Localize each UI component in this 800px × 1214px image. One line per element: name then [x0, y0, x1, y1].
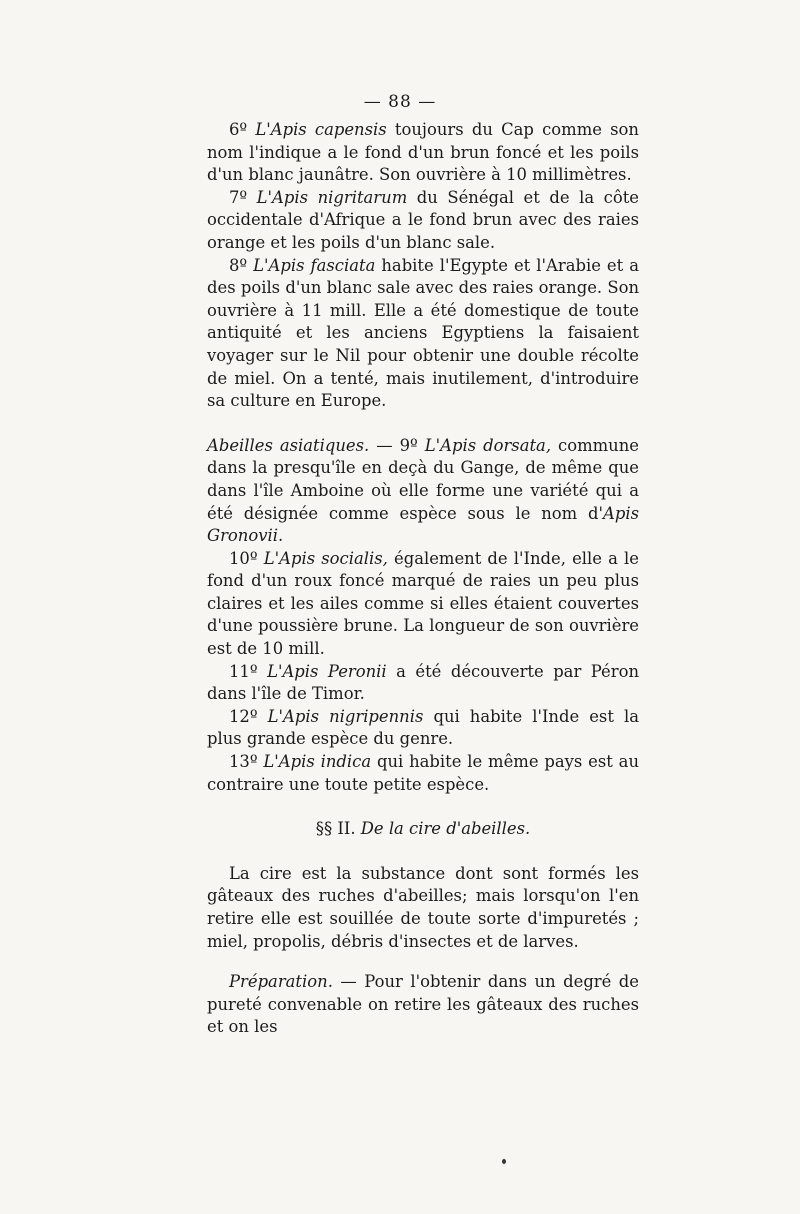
- item-number: 6º: [229, 120, 248, 139]
- paragraph-8: [207, 255, 639, 413]
- item-number: 10º: [229, 548, 258, 568]
- ink-speck: [502, 1159, 506, 1164]
- item-number: 9º: [399, 435, 418, 455]
- paragraph-text: commune dans la presqu'île en deçà du Gange, de même que dans l'île Amboine où elle forme une variété qui a été désignée comme espèce sous le nom d': [207, 435, 639, 523]
- paragraph-text: habite l'Egypte et l'Arabie et a des poils d'un blanc sale avec des raies orange. Son ouvrière à 11 mill. Elle a été domestique de toute antiquité et les anciens Egyptiens la faisaient voyager sur le Nil pour obtenir une double récolte de miel. On a tenté, mais inutilement, d'introduire sa culture en Europe.: [207, 255, 639, 411]
- text-column: [207, 119, 639, 1039]
- item-number: 7º: [229, 187, 248, 207]
- item-number: 11º: [229, 661, 258, 681]
- paragraph-text: a été découverte par Péron dans l'île de Timor.: [207, 661, 640, 704]
- page-number: — 88 —: [363, 92, 437, 112]
- section-title: De la cire d'abeilles.: [360, 819, 531, 839]
- item-number: 13º: [229, 752, 258, 772]
- species-alias: Apis Gronovii: [207, 503, 639, 546]
- species-name: L'Apis indica: [263, 752, 372, 772]
- paragraph-text: qui habite l'Inde est la plus grande espèce du genre.: [207, 706, 639, 749]
- paragraph-end: .: [277, 526, 284, 546]
- species-name: L'Apis socialis,: [263, 548, 388, 568]
- paragraph-6: [207, 119, 639, 187]
- dash: —: [376, 435, 393, 455]
- paragraph-asia: [207, 435, 639, 548]
- paragraph-text: qui habite le même pays est au contraire une toute petite espèce.: [207, 752, 639, 794]
- paragraph-text: du Sénégal et de la côte occidentale d'Afrique a le fond brun avec des raies orange et les poils d'un blanc sale.: [207, 187, 639, 252]
- paragraph-preparation: [207, 971, 639, 1039]
- paragraph-7: [207, 187, 639, 255]
- paragraph-text: toujours du Cap comme son nom l'indique a le fond d'un brun foncé et les poils d'un blanc jaunâtre. Son ouvrière à 10 millimètres.: [207, 120, 639, 185]
- paragraph-12: [207, 706, 639, 751]
- species-name: L'Apis dorsata,: [424, 435, 552, 455]
- paragraph-text: — Pour l'obtenir dans un degré de pureté convenable on retire les gâteaux des ruches et on les: [207, 972, 640, 1037]
- section-label: Abeilles asiatiques.: [207, 435, 370, 455]
- species-name: L'Apis nigritarum: [256, 187, 408, 207]
- species-name: L'Apis Peronii: [267, 661, 387, 681]
- paragraph-cire: La cire est la substance dont sont formés les gâteaux des ruches d'abeilles; mais lorsqu'on l'en retire elle est souillée de toute sorte d'impuretés ; miel, propolis, débris d'insectes et de larves.: [207, 863, 639, 951]
- item-number: 8º: [229, 255, 248, 275]
- section-heading: [207, 818, 639, 841]
- paragraph-11: [207, 661, 639, 706]
- paragraph-10: [207, 548, 639, 661]
- subsection-label: Préparation.: [229, 972, 333, 992]
- species-name: L'Apis capensis: [255, 120, 387, 139]
- item-number: 12º: [229, 706, 258, 726]
- section-mark: §§ II.: [315, 819, 356, 839]
- paragraph-13: [207, 751, 639, 796]
- species-name: L'Apis nigripennis: [267, 706, 424, 726]
- paragraph-text: également de l'Inde, elle a le fond d'un roux foncé marqué de raies un peu plus claires et les ailes comme si elles étaient couvertes d'une poussière brune. La longueur de son ouvrière est de 10 mill.: [207, 548, 639, 659]
- species-name: L'Apis fasciata: [253, 255, 376, 275]
